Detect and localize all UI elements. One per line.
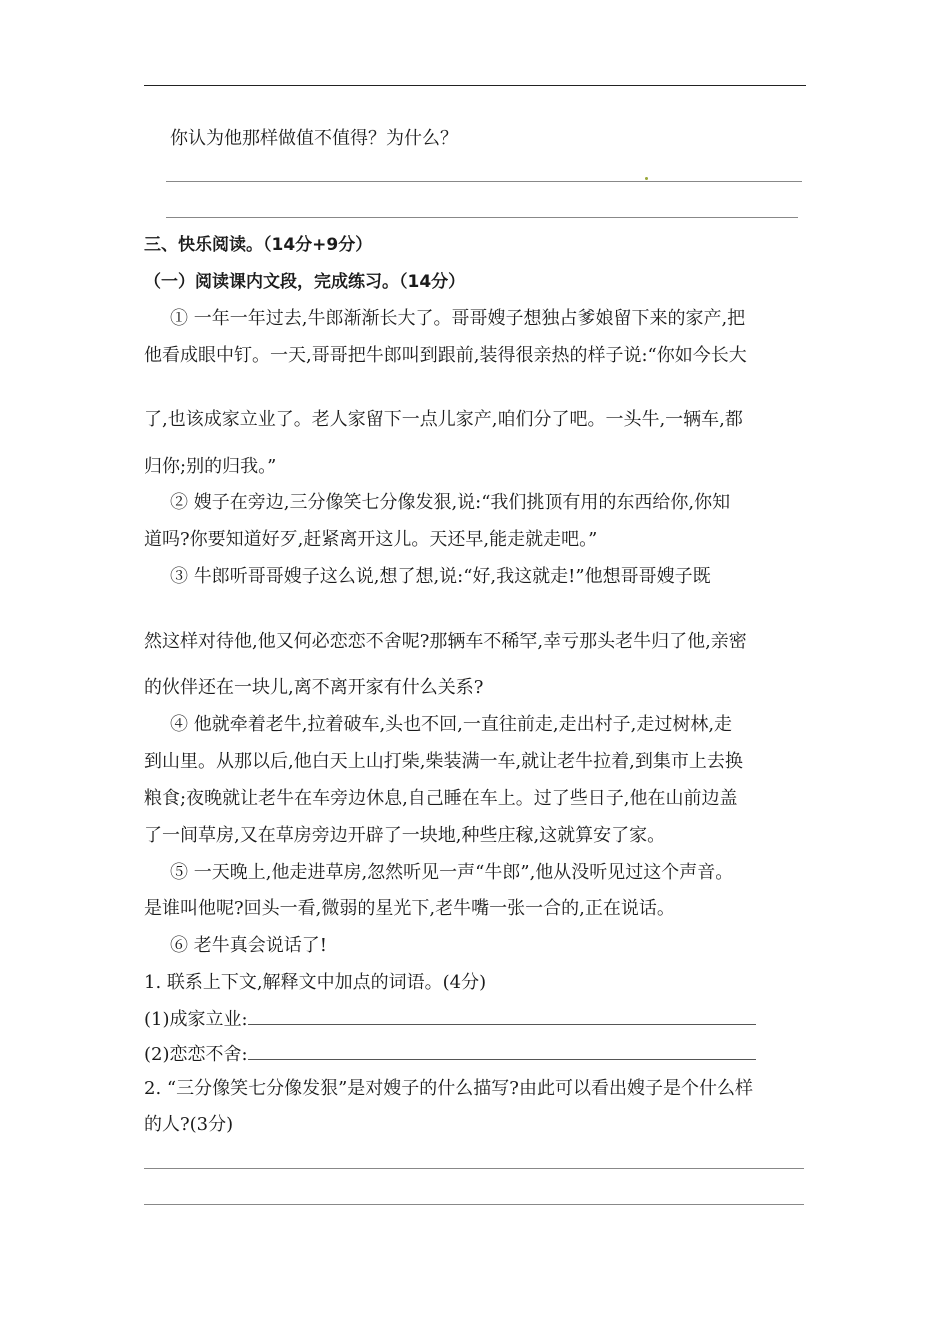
- question-2-line: 2. “三分像笑七分像发狠”是对嫂子的什么描写?由此可以看出嫂子是个什么样: [144, 1078, 753, 1099]
- passage-line: 他看成眼中钉。一天,哥哥把牛郎叫到跟前,装得很亲热的样子说:“你如今长大: [144, 345, 747, 366]
- question-prompt: 你认为他那样做值不值得？为什么？: [170, 128, 458, 149]
- answer-line[interactable]: [166, 181, 802, 182]
- question-2-line: 的人?(3分): [144, 1114, 234, 1135]
- answer-line[interactable]: [144, 1168, 804, 1169]
- question-1-item-label: (1)成家立业:: [144, 1009, 248, 1030]
- question-1-item: [144, 1006, 756, 1032]
- passage-line: ① 一年一年过去,牛郎渐渐长大了。哥哥嫂子想独占爹娘留下来的家产,把: [170, 308, 746, 329]
- fill-in-blank[interactable]: [248, 1041, 756, 1060]
- page-top-rule: [144, 85, 806, 86]
- passage-line: ⑥ 老牛真会说话了!: [170, 935, 327, 956]
- passage-line: 道吗?你要知道好歹,赶紧离开这儿。天还早,能走就走吧。”: [144, 529, 598, 550]
- section-subtitle: （一）阅读课内文段，完成练习。（14分）: [144, 272, 466, 292]
- passage-line: ④ 他就牵着老牛,拉着破车,头也不回,一直往前走,走出村子,走过树林,走: [170, 714, 733, 735]
- passage-line: 是谁叫他呢?回头一看,微弱的星光下,老牛嘴一张一合的,正在说话。: [144, 898, 675, 919]
- passage-line: 粮食;夜晚就让老牛在车旁边休息,自己睡在车上。过了些日子,他在山前边盖: [144, 788, 738, 809]
- passage-line: ② 嫂子在旁边,三分像笑七分像发狠,说:“我们挑顶有用的东西给你,你知: [170, 492, 731, 513]
- passage-line: 了,也该成家立业了。老人家留下一点儿家产,咱们分了吧。一头牛,一辆车,都: [144, 409, 743, 430]
- fill-in-blank[interactable]: [248, 1006, 756, 1025]
- question-1-item: [144, 1041, 756, 1067]
- passage-line: ⑤ 一天晚上,他走进草房,忽然听见一声“牛郎”,他从没听见过这个声音。: [170, 862, 734, 883]
- passage-line: 然这样对待他,他又何必恋恋不舍呢?那辆车不稀罕,幸亏那头老牛归了他,亲密: [144, 631, 747, 652]
- passage-line: 的伙伴还在一块儿,离不离开家有什么关系?: [144, 677, 484, 698]
- dot-mark: [645, 177, 648, 180]
- passage-line: 到山里。从那以后,他白天上山打柴,柴装满一车,就让老牛拉着,到集市上去换: [144, 751, 743, 772]
- passage-line: ③ 牛郎听哥哥嫂子这么说,想了想,说:“好,我这就走!”他想哥哥嫂子既: [170, 566, 711, 587]
- passage-line: 了一间草房,又在草房旁边开辟了一块地,种些庄稼,这就算安了家。: [144, 825, 666, 846]
- question-1-item-label: (2)恋恋不舍:: [144, 1044, 248, 1065]
- question-1-title: 1. 联系上下文,解释文中加点的词语。(4分): [144, 972, 487, 993]
- passage-line: 归你;别的归我。”: [144, 456, 277, 477]
- answer-line[interactable]: [144, 1204, 804, 1205]
- section-title: 三、快乐阅读。（14分+9分）: [144, 235, 373, 255]
- answer-line[interactable]: [166, 217, 798, 218]
